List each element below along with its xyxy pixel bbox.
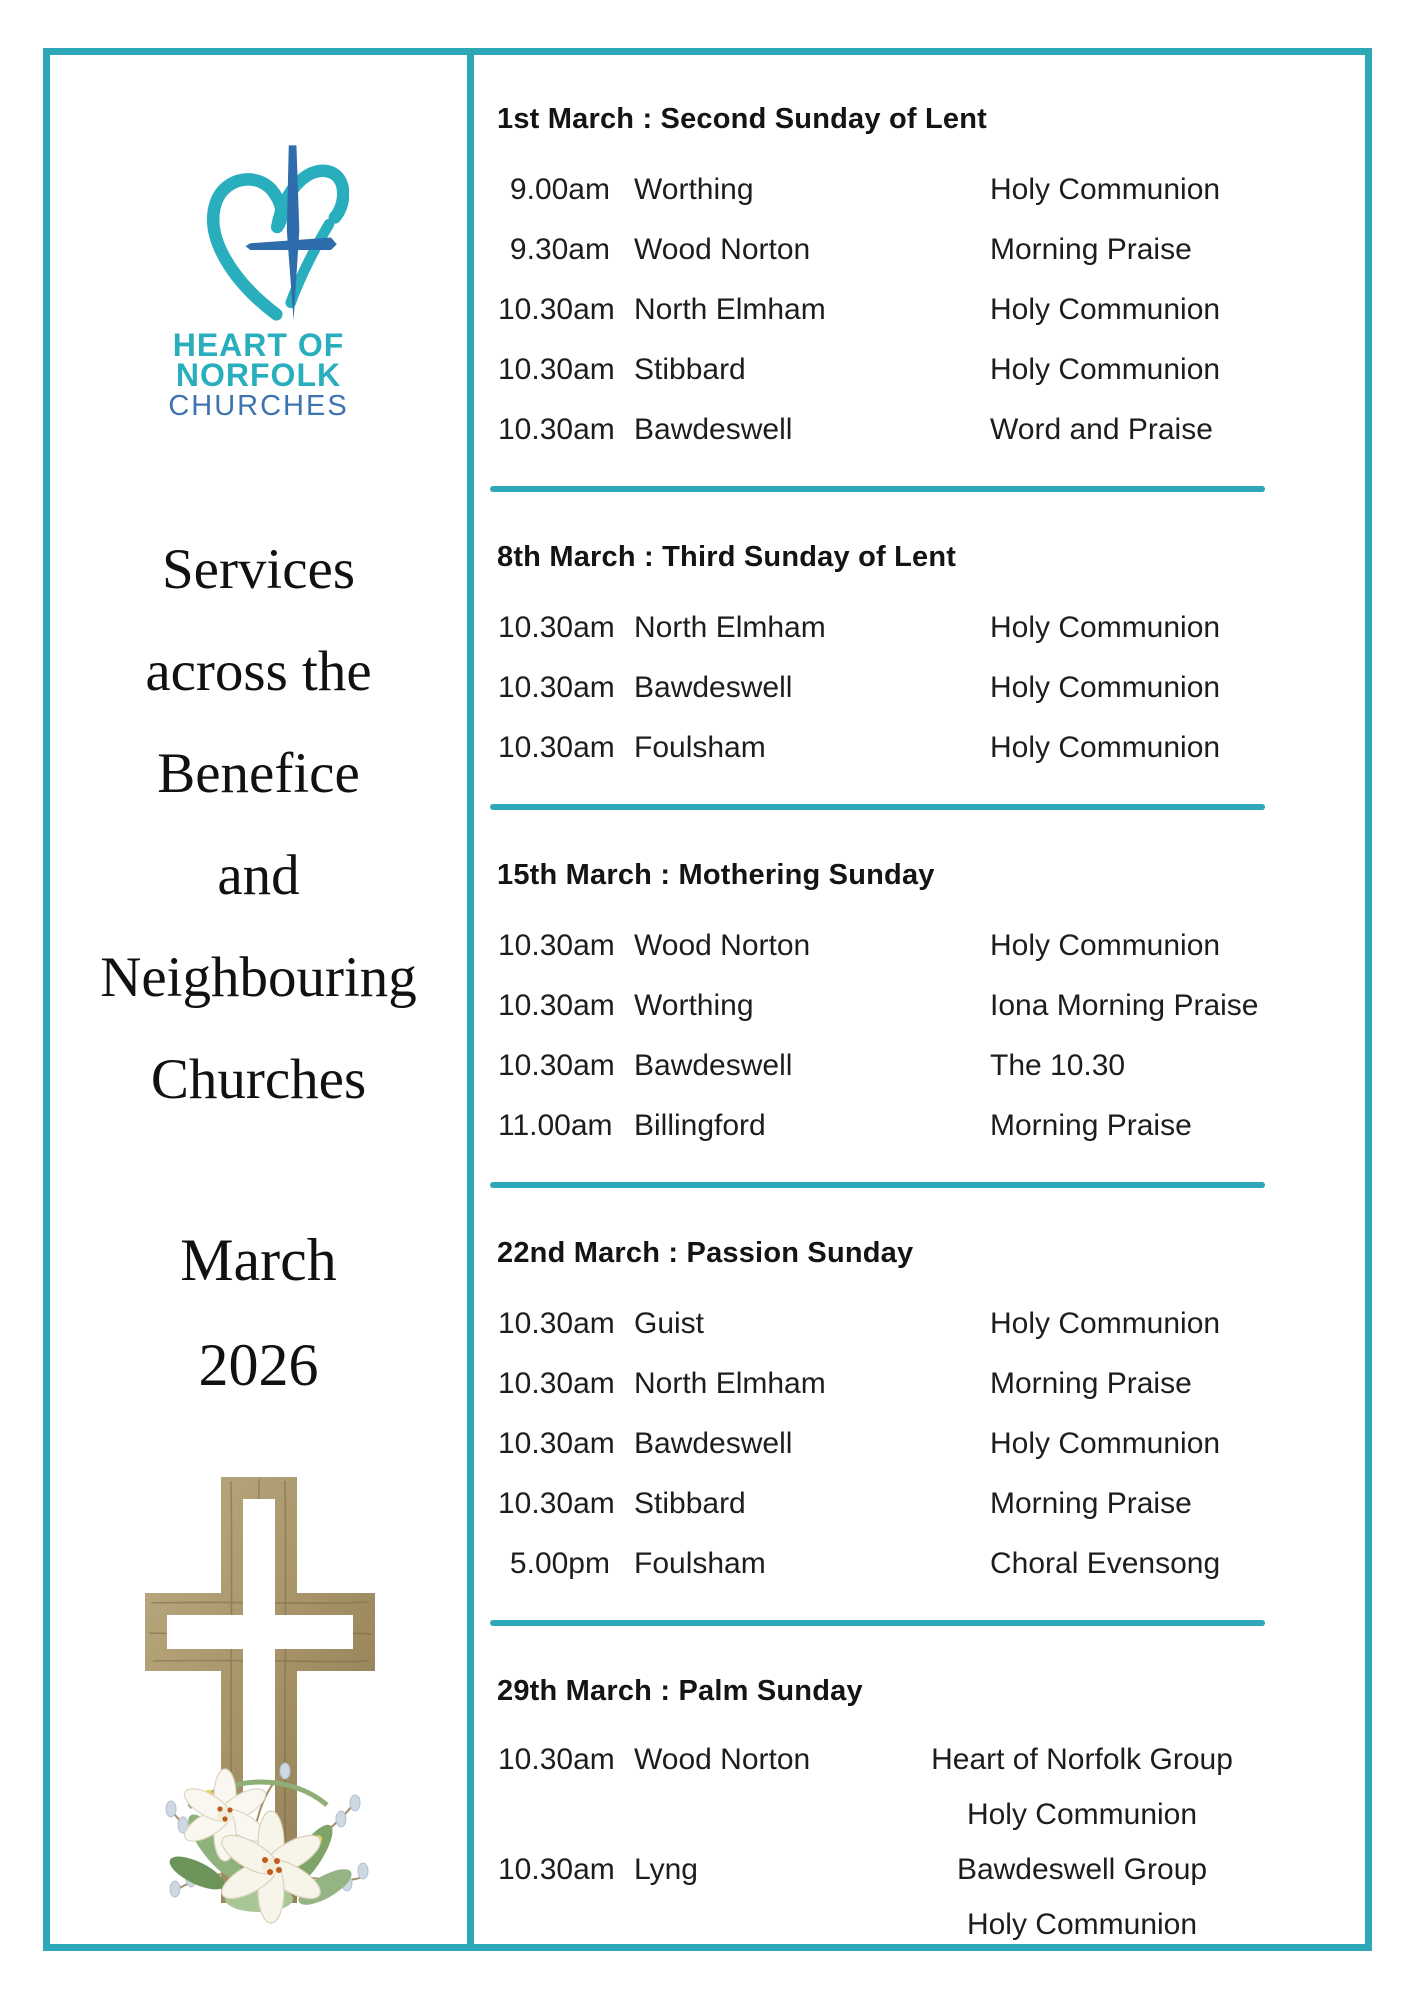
service-description [990,658,1360,718]
service-rows [480,1732,1360,1952]
service-type: Holy Communion [990,611,1221,644]
service-row [480,280,1360,340]
section-heading: 1st March : Second Sunday of Lent [497,103,987,135]
church-name: North Elmham [634,1367,826,1400]
section-divider [490,486,1265,492]
service-time: 10.30am [498,353,615,386]
service-type: Word and Praise [990,413,1213,446]
service-type: Morning Praise [990,1487,1192,1520]
church-name: Foulsham [634,731,766,764]
service-description [990,718,1360,778]
poster-title-line: Churches [150,1048,367,1111]
service-type: Holy Communion [990,293,1221,326]
service-description [990,1354,1360,1414]
section-divider [490,1620,1265,1626]
service-description [990,160,1360,220]
church-name: Bawdeswell [634,671,793,704]
service-time: 10.30am [498,929,615,962]
service-row [480,718,1360,778]
service-row [480,598,1360,658]
service-day-section [480,536,1360,778]
service-type: Morning Praise [990,1109,1192,1142]
service-description [990,280,1360,340]
service-row [480,1096,1360,1156]
service-day-section [480,854,1360,1156]
service-day-section [480,1670,1360,1952]
poster-title-line: across the [145,640,372,703]
service-time: 10.30am [498,611,615,644]
church-name: Bawdeswell [634,413,793,446]
service-day-section [480,1232,1360,1594]
service-type: Holy Communion [990,353,1221,386]
service-type: Iona Morning Praise [990,989,1259,1022]
poster-title-line: and [217,844,300,907]
service-time: 9.30am [509,233,610,266]
service-type: Holy Communion [966,1798,1198,1831]
service-type: Holy Communion [990,671,1221,704]
service-time: 10.30am [498,1367,615,1400]
service-description [990,1474,1360,1534]
heart-cross-logo-icon [169,130,349,322]
church-name: Foulsham [634,1547,766,1580]
service-row [480,400,1360,460]
service-type: Holy Communion [990,1307,1221,1340]
church-name: Wood Norton [634,1743,811,1776]
service-row [480,1474,1360,1534]
service-row [480,1842,1360,1952]
service-time: 10.30am [498,1049,615,1082]
church-name: Stibbard [634,1487,746,1520]
church-name: Worthing [634,989,754,1022]
church-name: Bawdeswell [634,1049,793,1082]
service-time: 10.30am [498,1743,615,1776]
service-description [990,400,1360,460]
service-time: 10.30am [498,731,615,764]
service-time: 5.00pm [509,1547,610,1580]
service-time: 10.30am [498,293,615,326]
service-row [480,220,1360,280]
service-rows [480,1294,1360,1594]
service-row [480,1294,1360,1354]
service-type: The 10.30 [990,1049,1126,1082]
service-rows [480,160,1360,460]
service-time: 10.30am [498,1427,615,1460]
church-name: Billingford [634,1109,766,1142]
church-name: Bawdeswell [634,1427,793,1460]
service-row [480,160,1360,220]
poster-month [50,1208,467,1418]
poster-title-line: Neighbouring [100,946,417,1009]
section-divider [490,1182,1265,1188]
section-heading: 15th March : Mothering Sunday [497,859,935,891]
service-type: Morning Praise [990,233,1192,266]
church-name: North Elmham [634,293,826,326]
section-divider [490,804,1265,810]
logo-text-heart-of: HEART OF [172,327,345,363]
service-type: Morning Praise [990,1367,1192,1400]
service-row [480,340,1360,400]
service-description [990,1414,1360,1474]
service-description [990,1294,1360,1354]
service-rows [480,598,1360,778]
church-name: North Elmham [634,611,826,644]
service-row [480,1414,1360,1474]
poster-title [36,519,481,1131]
service-row [480,1534,1360,1594]
service-row [480,1732,1360,1842]
section-heading: 22nd March : Passion Sunday [497,1237,914,1269]
service-description [990,220,1360,280]
service-rows [480,916,1360,1156]
logo-text-norfolk: NORFOLK [175,357,342,393]
heart-of-norfolk-logo [50,130,467,422]
section-heading: 8th March : Third Sunday of Lent [497,541,957,573]
service-row [480,976,1360,1036]
poster-month-line: 2026 [198,1332,319,1398]
service-description [990,976,1360,1036]
service-type: Holy Communion [990,173,1221,206]
service-row [480,658,1360,718]
sidebar [50,54,467,1951]
service-description [830,1732,1360,1842]
church-name: Wood Norton [634,929,811,962]
service-time: 10.30am [498,1853,615,1886]
section-heading: 29th March : Palm Sunday [497,1675,863,1707]
service-description [990,916,1360,976]
service-day-section [480,98,1360,460]
service-type: Holy Communion [966,1908,1198,1941]
service-type: Bawdeswell Group [956,1853,1208,1886]
service-time: 10.30am [498,989,615,1022]
service-time: 10.30am [498,671,615,704]
service-row [480,916,1360,976]
service-description [990,598,1360,658]
service-description [830,1842,1360,1952]
service-time: 10.30am [498,1307,615,1340]
church-name: Lyng [634,1853,698,1886]
service-type: Choral Evensong [990,1547,1221,1580]
service-type: Holy Communion [990,1427,1221,1460]
services-panel [480,54,1360,1952]
service-time: 10.30am [498,1487,615,1520]
service-time: 9.00am [509,173,610,206]
poster-title-line: Services [161,538,356,601]
poster-month-line: March [180,1227,337,1293]
logo-text-churches: CHURCHES [168,390,349,422]
service-description [990,1036,1360,1096]
service-type: Heart of Norfolk Group [931,1743,1233,1776]
service-row [480,1036,1360,1096]
service-type: Holy Communion [990,929,1221,962]
service-time: 11.00am [498,1109,613,1142]
service-type: Holy Communion [990,731,1221,764]
church-name: Guist [634,1307,705,1340]
service-time: 10.30am [498,413,615,446]
service-row [480,1354,1360,1414]
poster-title-line: Benefice [157,742,360,805]
service-description [990,1534,1360,1594]
church-name: Worthing [634,173,754,206]
service-description [990,1096,1360,1156]
wooden-cross-with-lilies-illustration [119,1475,399,1930]
church-name: Stibbard [634,353,746,386]
service-description [990,340,1360,400]
church-name: Wood Norton [634,233,811,266]
